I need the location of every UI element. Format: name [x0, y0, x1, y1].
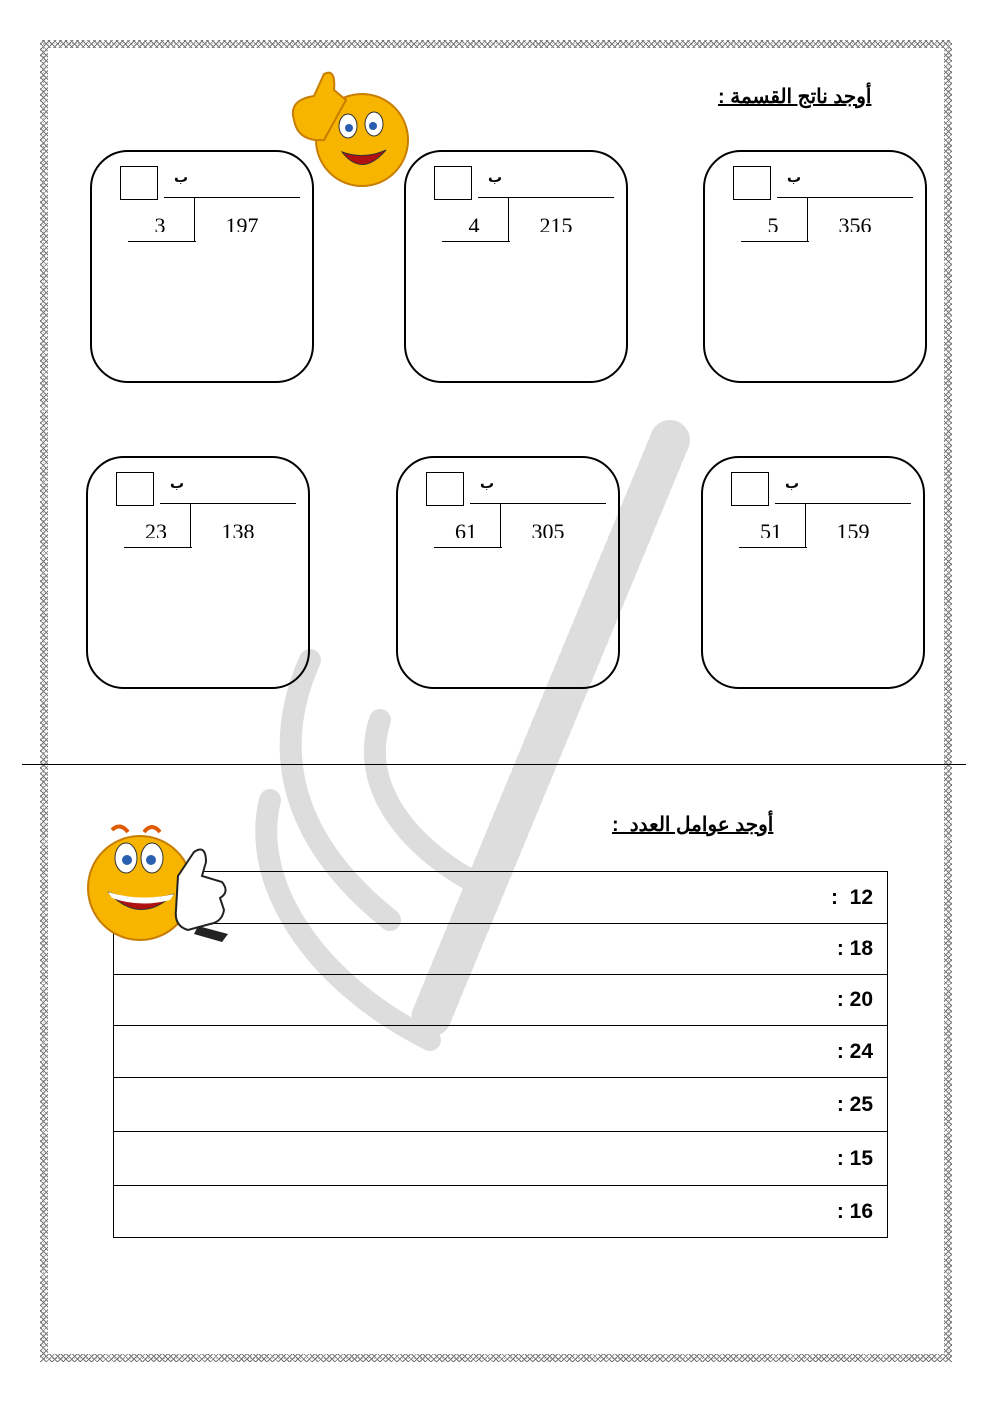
by-label: ب	[787, 170, 802, 186]
answer-box[interactable]	[426, 472, 464, 506]
division-card	[701, 456, 925, 689]
division-bracket	[805, 503, 806, 548]
factors-row-label: 12 :	[830, 885, 873, 909]
answer-box[interactable]	[120, 166, 158, 200]
answer-box[interactable]	[733, 166, 771, 200]
dividend: 138	[221, 519, 255, 538]
division-bar	[775, 503, 911, 504]
divisor: 51	[760, 519, 782, 538]
division-card	[86, 456, 310, 689]
factors-row[interactable]	[114, 1025, 887, 1077]
division-bar	[478, 197, 614, 198]
by-label: ب	[488, 170, 503, 186]
division-bracket	[194, 197, 195, 242]
factors-row-label: 20 :	[836, 988, 873, 1011]
division-bracket	[500, 503, 501, 548]
division-card	[703, 150, 927, 383]
division-bracket	[508, 197, 509, 242]
factors-row-label: 15 :	[836, 1146, 873, 1170]
division-bar	[160, 503, 296, 504]
division-section-title: أوجد ناتج القسمة :	[718, 86, 872, 108]
division-bracket	[807, 197, 808, 242]
dividend: 305	[531, 519, 565, 538]
answer-box[interactable]	[731, 472, 769, 506]
by-label: ب	[170, 476, 185, 492]
by-label: ب	[174, 170, 189, 186]
answer-box[interactable]	[434, 166, 472, 200]
divisor-underline	[128, 241, 196, 242]
divisor-underline	[124, 547, 192, 548]
divisor: 5	[767, 213, 779, 232]
by-label: ب	[785, 476, 800, 492]
divisor: 4	[468, 213, 480, 232]
answer-box[interactable]	[116, 472, 154, 506]
division-bar	[164, 197, 300, 198]
division-bracket	[190, 503, 191, 548]
factors-section-title: أوجد عوامل العدد :	[612, 814, 774, 836]
factors-row-label: 25 :	[836, 1092, 873, 1116]
dividend: 159	[836, 519, 870, 538]
by-label: ب	[480, 476, 495, 492]
division-bar	[777, 197, 913, 198]
division-card	[404, 150, 628, 383]
factors-row-label: 18 :	[836, 937, 873, 960]
division-bar	[470, 503, 606, 504]
factors-row[interactable]	[114, 974, 887, 1025]
dividend: 356	[838, 213, 872, 232]
factors-row[interactable]	[114, 1077, 887, 1131]
division-card	[396, 456, 620, 689]
thumbs-up-smiley-icon	[82, 822, 234, 944]
dividend: 215	[539, 213, 573, 232]
divisor: 23	[145, 519, 167, 538]
divisor-underline	[739, 547, 807, 548]
dividend: 197	[225, 213, 259, 232]
section-divider	[22, 764, 966, 765]
division-card	[90, 150, 314, 383]
divisor-underline	[741, 241, 809, 242]
divisor: 61	[455, 519, 477, 538]
factors-row[interactable]	[114, 1185, 887, 1237]
divisor: 3	[154, 213, 166, 232]
divisor-underline	[442, 241, 510, 242]
factors-row-label: 16 :	[836, 1199, 873, 1223]
divisor-underline	[434, 547, 502, 548]
factors-row[interactable]	[114, 1131, 887, 1185]
factors-row-label: 24 :	[836, 1039, 873, 1063]
